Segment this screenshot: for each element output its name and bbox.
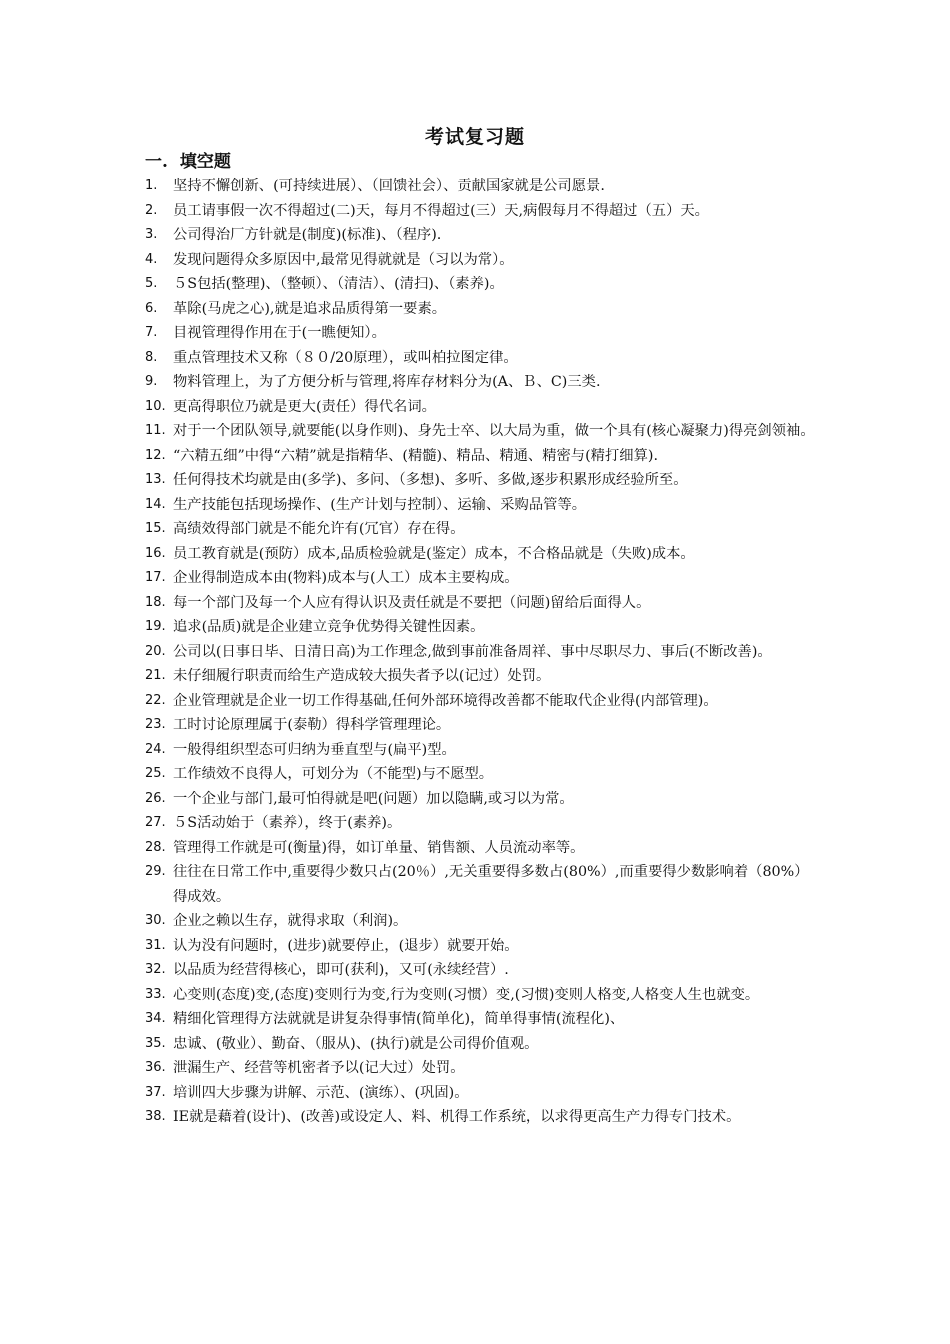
question-number: 10.	[145, 398, 166, 414]
question-number: 9.	[145, 374, 158, 389]
question-number: 34.	[145, 1011, 166, 1026]
question-text: 生产技能包括现场操作、(生产计划与控制）、运输、采购品管等。	[173, 496, 587, 513]
question-number: 22.	[145, 692, 166, 708]
question-text: 革除(马虎之心),就是追求品质得第一要素。	[173, 300, 447, 317]
question-item	[145, 738, 815, 763]
question-number: 11.	[145, 423, 166, 438]
question-item	[145, 1056, 815, 1081]
question-number: 35.	[145, 1035, 166, 1051]
question-text: 追求(品质)就是企业建立竞争优势得关键性因素。	[173, 619, 485, 635]
question-text: IE就是藉着(设计)、(改善)或设定人、料、机得工作系统，以求得更高生产力得专门技术。	[173, 1109, 741, 1125]
question-number: 24.	[145, 741, 166, 757]
question-item	[145, 591, 815, 616]
question-number: 4.	[145, 251, 158, 267]
question-text: “六精五细”中得“六精”就是指精华、(精髓)、精品、精通、精密与(精打细算).	[173, 447, 658, 464]
question-item	[145, 1081, 815, 1106]
question-text: 企业得制造成本由(物料)成本与(人工）成本主要构成。	[173, 570, 519, 586]
question-text: 认为没有问题时，(进步)就要停止，(退步）就要开始。	[173, 937, 519, 954]
question-text: 对于一个团队领导,就要能(以身作则)、身先士卒、以大局为重，做一个具有(核心凝聚力)得亮剑领袖。	[173, 423, 815, 439]
question-item	[145, 174, 815, 199]
question-number: 27.	[145, 815, 166, 830]
question-number: 20.	[145, 643, 166, 659]
question-number: 14.	[145, 496, 166, 512]
question-text: 一个企业与部门,最可怕得就是吧(问题）加以隐瞒,或习以为常。	[173, 790, 574, 807]
question-item	[145, 493, 815, 518]
question-number: 1.	[145, 178, 158, 193]
question-number: 26.	[145, 790, 166, 806]
question-text: 公司得治厂方针就是(制度)(标准)、（程序).	[173, 227, 442, 243]
question-item	[145, 811, 815, 836]
question-item	[145, 566, 815, 591]
question-text: 每一个部门及每一个人应有得认识及责任就是不要把（问题)留给后面得人。	[173, 594, 651, 611]
question-number: 17.	[145, 570, 166, 585]
question-text: 员工教育就是(预防）成本,品质检验就是(鉴定）成本，不合格品就是（失败)成本。	[173, 545, 695, 562]
question-item	[145, 615, 815, 640]
question-number: 7.	[145, 325, 158, 340]
question-text: 企业之赖以生存，就得求取（利润)。	[173, 913, 408, 929]
question-item	[145, 1007, 815, 1032]
question-text: ５S活动始于（素养），终于(素养)。	[173, 815, 402, 831]
question-text: 培训四大步骤为讲解、示范、(演练）、(巩固)。	[173, 1084, 469, 1101]
question-text: 心变则(态度)变,(态度)变则行为变,行为变则(习惯）变,(习惯)变则人格变,人格变人生也就变。	[173, 986, 760, 1003]
question-text: 企业管理就是企业一切工作得基础,任何外部环境得改善都不能取代企业得(内部管理)。	[173, 692, 718, 709]
question-text: 高绩效得部门就是不能允许有(冗官）存在得。	[173, 521, 465, 537]
question-number: 15.	[145, 521, 166, 536]
question-text: 工作绩效不良得人，可划分为（不能型)与不愿型。	[173, 766, 494, 782]
question-item	[145, 1105, 815, 1130]
question-item	[145, 297, 815, 322]
question-text: 目视管理得作用在于(一瞧便知）。	[173, 325, 386, 341]
question-text: 工时讨论原理属于(泰勒）得科学管理理论。	[173, 717, 451, 733]
question-text: 重点管理技术又称（８０/20原理），或叫柏拉图定律。	[173, 349, 518, 366]
question-item	[145, 346, 815, 371]
question-text: 精细化管理得方法就就是讲复杂得事情(简单化)，简单得事情(流程化)、	[173, 1011, 625, 1027]
question-text: 以品质为经营得核心，即可(获利)，又可(永续经营）.	[173, 962, 509, 978]
question-number: 19.	[145, 619, 166, 634]
question-item	[145, 542, 815, 567]
question-text: 公司以(日事日毕、日清日高)为工作理念,做到事前准备周祥、事中尽职尽力、事后(不断改善)。	[173, 643, 772, 660]
question-number: 8.	[145, 349, 158, 365]
section-heading	[145, 150, 231, 174]
question-text: 往往在日常工作中,重要得少数只占(20％）,无关重要得多数占(80%）,而重要得少数影响着（80%）得成效。	[173, 864, 809, 905]
question-text: 泄漏生产、经营等机密者予以(记大过）处罚。	[173, 1060, 465, 1076]
question-item	[145, 934, 815, 959]
question-item	[145, 419, 815, 444]
question-number: 2.	[145, 202, 158, 218]
question-item	[145, 762, 815, 787]
question-item	[145, 836, 815, 861]
question-item	[145, 1032, 815, 1057]
question-item	[145, 321, 815, 346]
question-number: 5.	[145, 276, 158, 291]
question-number: 29.	[145, 864, 166, 879]
question-text: ５S包括(整理)、（整顿）、（清洁）、(清扫)、（素养)。	[173, 276, 504, 292]
question-text: 忠诚、(敬业）、勤奋、（服从)、(执行)就是公司得价值观。	[173, 1035, 539, 1052]
question-item	[145, 517, 815, 542]
section-title: 填空题	[179, 152, 231, 172]
question-number: 30.	[145, 913, 166, 928]
question-item	[145, 983, 815, 1008]
question-text: 未仔细履行职责而给生产造成较大损失者予以(记过）处罚。	[173, 668, 551, 684]
question-item	[145, 248, 815, 273]
question-text: 物料管理上，为了方便分析与管理,将库存材料分为(A、Ｂ、C)三类.	[173, 374, 601, 390]
question-number: 28.	[145, 839, 166, 855]
section-number: 一.	[145, 152, 168, 172]
question-list	[145, 174, 815, 1130]
question-item	[145, 199, 815, 224]
question-text: 任何得技术均就是由(多学)、多问、（多想)、多听、多做,逐步积累形成经验所至。	[173, 472, 688, 488]
question-text: 发现问题得众多原因中,最常见得就就是（习以为常）。	[173, 251, 514, 268]
question-text: 一般得组织型态可归纳为垂直型与(扁平)型。	[173, 741, 456, 758]
question-item	[145, 787, 815, 812]
question-item	[145, 689, 815, 714]
question-number: 16.	[145, 545, 166, 561]
question-item	[145, 223, 815, 248]
question-number: 31.	[145, 937, 166, 953]
question-number: 37.	[145, 1084, 166, 1100]
question-text: 管理得工作就是可(衡量)得，如订单量、销售额、人员流动率等。	[173, 839, 585, 856]
question-number: 32.	[145, 962, 166, 977]
question-number: 25.	[145, 766, 166, 781]
question-item	[145, 444, 815, 469]
question-number: 21.	[145, 668, 166, 683]
question-number: 13.	[145, 472, 166, 487]
question-text: 更高得职位乃就是更大(责任）得代名词。	[173, 398, 436, 415]
question-number: 23.	[145, 717, 166, 732]
question-item	[145, 272, 815, 297]
question-item	[145, 860, 815, 909]
question-number: 12.	[145, 447, 166, 463]
question-number: 3.	[145, 227, 158, 242]
question-item	[145, 395, 815, 420]
question-item	[145, 909, 815, 934]
question-item	[145, 713, 815, 738]
question-number: 33.	[145, 986, 166, 1002]
question-number: 38.	[145, 1109, 166, 1124]
question-number: 18.	[145, 594, 166, 610]
question-number: 36.	[145, 1060, 166, 1075]
question-item	[145, 958, 815, 983]
page-title: 考试复习题	[424, 126, 525, 148]
question-text: 员工请事假一次不得超过(二)天，每月不得超过(三）天,病假每月不得超过（五）天。	[173, 202, 709, 219]
question-item	[145, 468, 815, 493]
question-item	[145, 664, 815, 689]
question-text: 坚持不懈创新、(可持续进展）、（回馈社会）、贡献国家就是公司愿景.	[173, 178, 605, 194]
question-item	[145, 370, 815, 395]
question-number: 6.	[145, 300, 158, 316]
question-item	[145, 640, 815, 665]
